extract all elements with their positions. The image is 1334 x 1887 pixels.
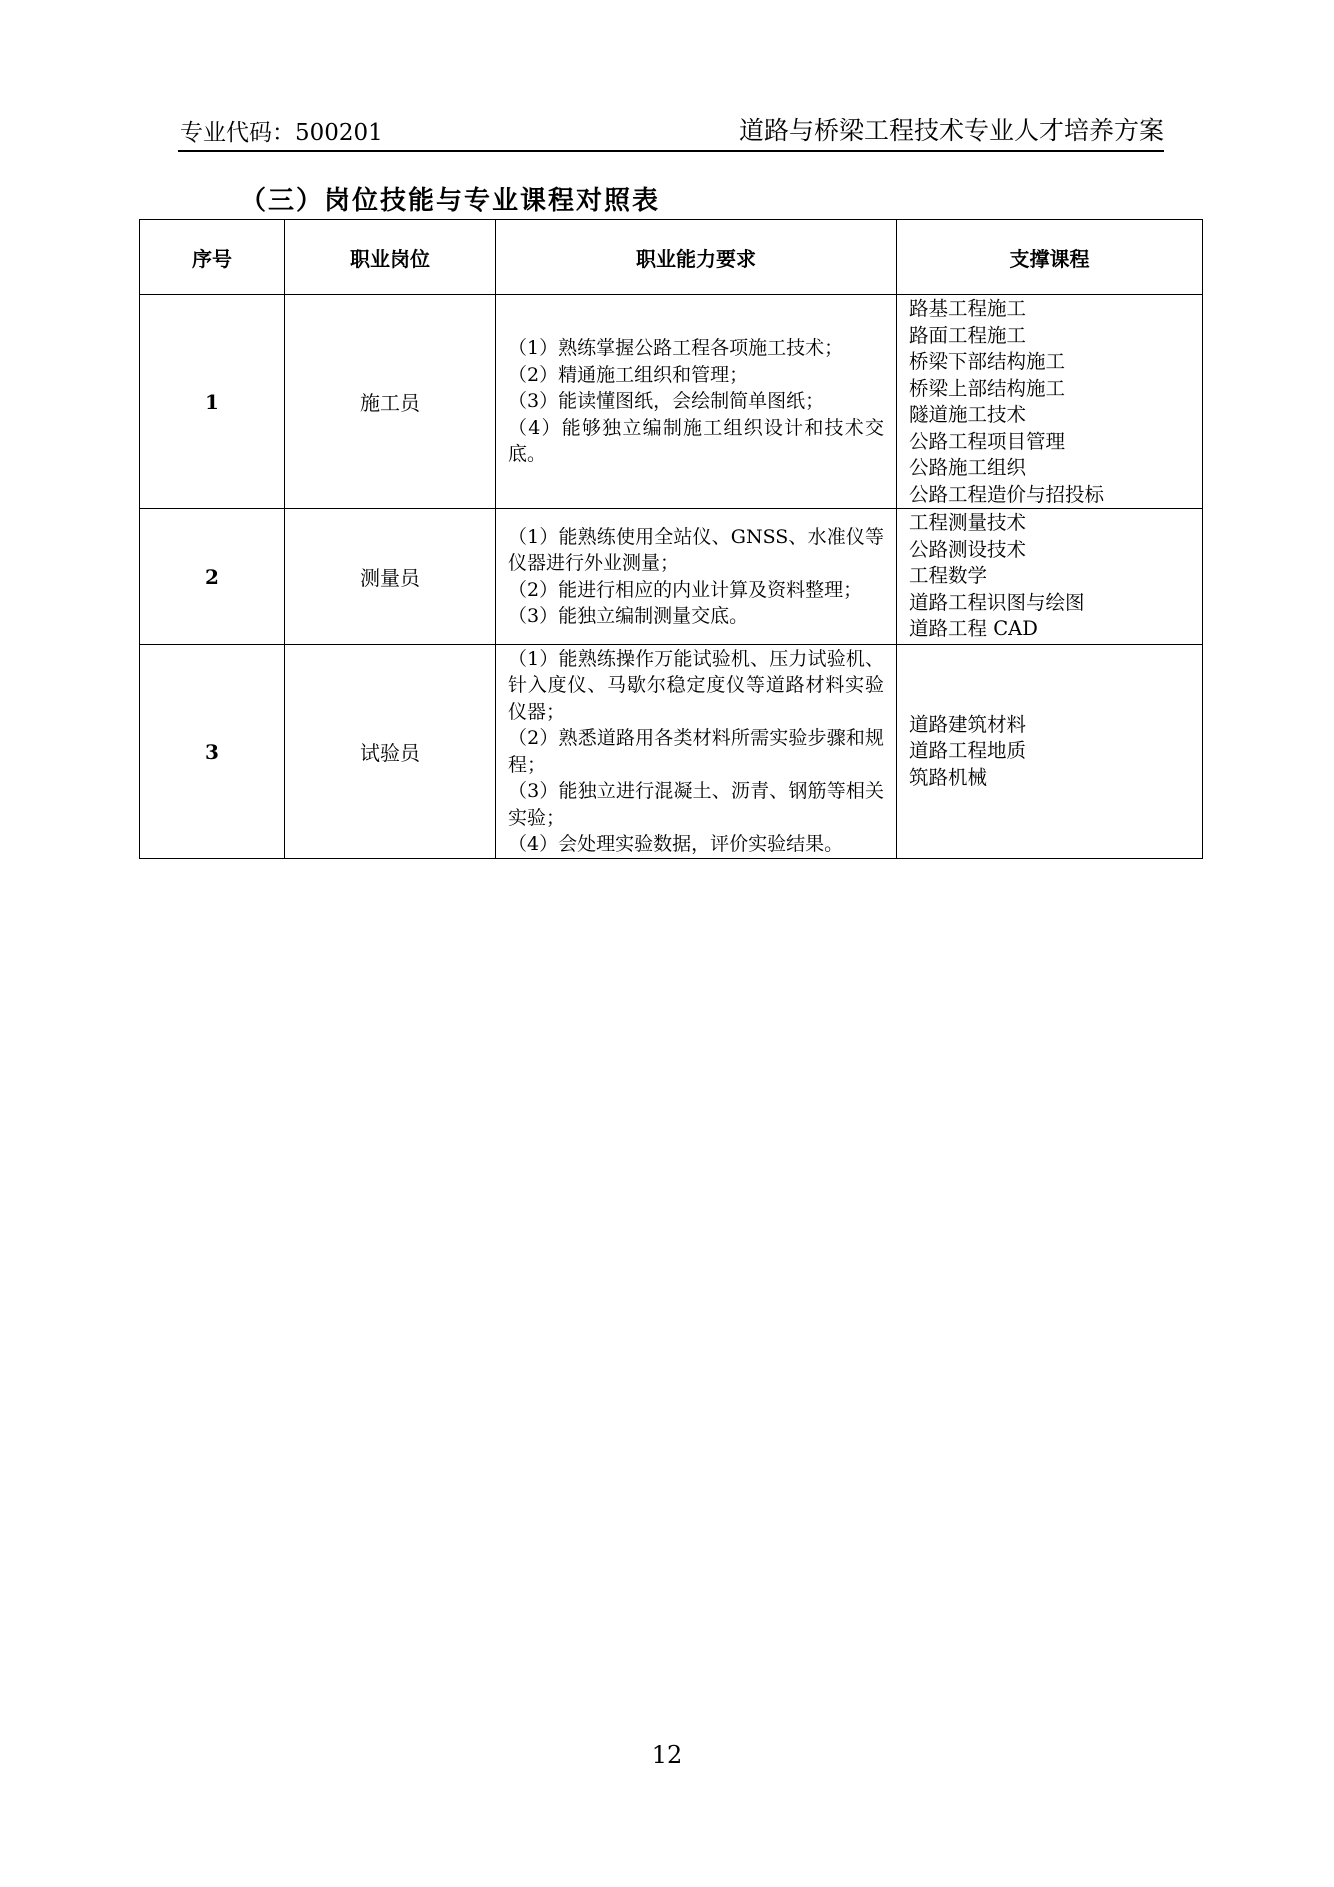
course-item: 路面工程施工: [909, 323, 1027, 347]
row-job-position: 施工员: [285, 295, 496, 509]
course-item: 筑路机械: [909, 765, 988, 789]
header-major-code: 专业代码：500201: [180, 120, 383, 146]
header-serial-number: 序号: [140, 220, 285, 295]
requirement-item: （4）能够独立编制施工组织设计和技术交底。: [508, 416, 884, 466]
course-item: 公路测设技术: [909, 537, 1027, 561]
requirement-item: （3）能独立编制测量交底。: [508, 605, 749, 627]
table-header-row: [140, 220, 1203, 295]
header-supporting-courses: 支撑课程: [897, 220, 1203, 295]
course-item: 公路工程造价与招投标: [909, 482, 1105, 506]
requirement-item: （4）会处理实验数据，评价实验结果。: [508, 833, 844, 855]
header-job-position: 职业岗位: [285, 220, 496, 295]
section-title: （三）岗位技能与专业课程对照表: [240, 186, 661, 216]
header-document-title: 道路与桥梁工程技术专业人才培养方案: [738, 116, 1164, 145]
row-job-position: 测量员: [285, 509, 496, 645]
row-serial-number: 3: [140, 645, 285, 859]
course-item: 路基工程施工: [909, 297, 1027, 320]
row-serial-number: 2: [140, 509, 285, 645]
row-requirements: [496, 509, 897, 645]
course-item: 桥梁下部结构施工: [909, 350, 1066, 373]
table-row: [140, 645, 1203, 859]
course-item: 公路施工组织: [909, 456, 1027, 479]
course-item: 道路工程 CAD: [909, 617, 1038, 640]
course-item: 工程测量技术: [909, 511, 1027, 534]
course-item: 隧道施工技术: [909, 403, 1027, 426]
header-divider: [178, 150, 1164, 152]
row-courses: [897, 295, 1203, 509]
requirement-item: （2）熟悉道路用各类材料所需实验步骤和规程；: [508, 727, 884, 776]
course-item: 道路工程地质: [909, 739, 1027, 763]
course-item: 公路工程项目管理: [909, 429, 1066, 453]
header-ability-requirements: 职业能力要求: [496, 220, 897, 295]
requirement-item: （3）能独立进行混凝土、沥青、钢筋等相关实验；: [508, 780, 884, 829]
requirement-item: （2）能进行相应的内业计算及资料整理；: [508, 578, 863, 601]
course-item: 工程数学: [909, 564, 988, 587]
course-item: 道路建筑材料: [909, 712, 1027, 736]
requirement-item: （1）能熟练操作万能试验机、压力试验机、针入度仪、马歇尔稳定度仪等道路材料实验仪器；: [508, 647, 884, 723]
row-courses: [897, 645, 1203, 859]
row-serial-number: 1: [140, 295, 285, 509]
table-row: [140, 295, 1203, 509]
skills-course-table: [139, 219, 1203, 859]
course-item: 道路工程识图与绘图: [909, 590, 1085, 614]
row-requirements: [496, 295, 897, 509]
requirement-item: （3）能读懂图纸，会绘制简单图纸；: [508, 390, 825, 413]
requirement-item: （2）精通施工组织和管理；: [508, 363, 749, 386]
row-job-position: 试验员: [285, 645, 496, 859]
requirement-item: （1）熟练掌握公路工程各项施工技术；: [508, 337, 844, 360]
requirement-item: （1）能熟练使用全站仪、GNSS、水准仪等仪器进行外业测量；: [508, 525, 884, 574]
table-row: [140, 509, 1203, 645]
course-item: 桥梁上部结构施工: [909, 376, 1066, 400]
page-number: 12: [651, 1741, 683, 1769]
row-requirements: [496, 645, 897, 859]
row-courses: [897, 509, 1203, 645]
